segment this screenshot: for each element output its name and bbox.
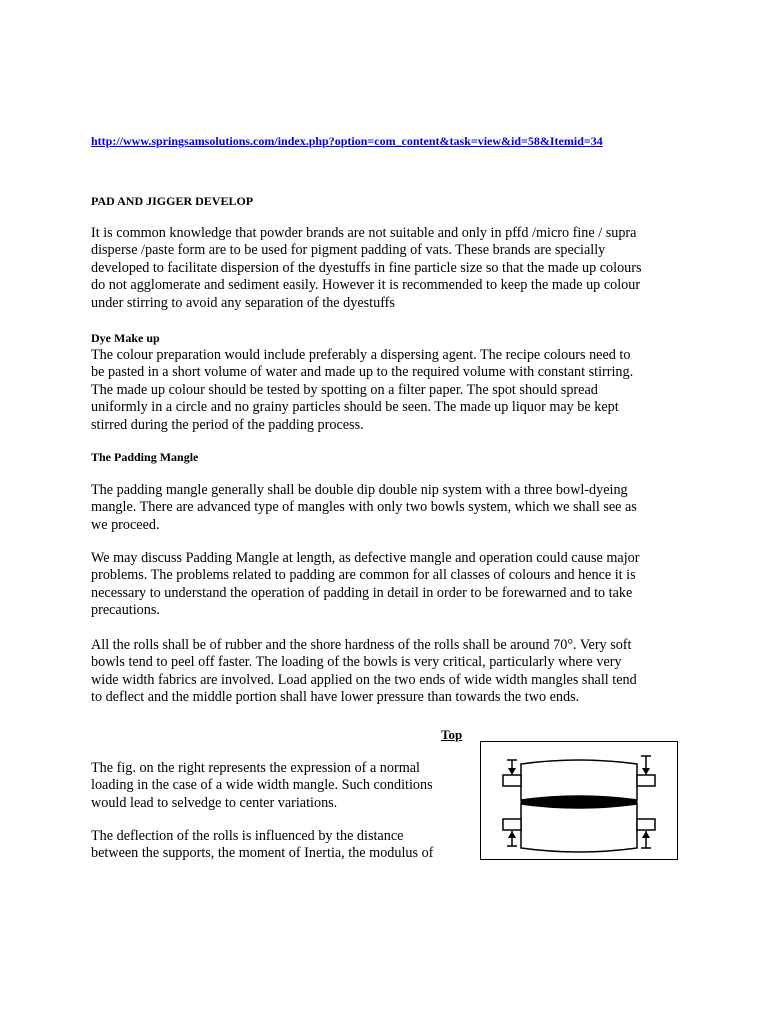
dye-make-up-paragraph — [91, 347, 686, 434]
deflection-paragraph — [91, 828, 471, 863]
text-line: developed to facilitate dispersion of the dyestuffs in fine particle size so that the made up colours — [91, 259, 642, 276]
text-line: All the rolls shall be of rubber and the shore hardness of the rolls shall be around 70°. Very soft — [91, 637, 632, 653]
intro-paragraph — [91, 225, 686, 312]
text-line: The colour preparation would include preferably a dispersing agent. The recipe colours need to — [91, 347, 631, 363]
text-line: disperse /paste form are to be used for pigment padding of vats. These brands are specially — [91, 242, 606, 259]
padding-mangle-heading: The Padding Mangle — [91, 450, 199, 464]
padding-mangle-paragraph-2 — [91, 550, 686, 620]
lower-right-journal — [637, 819, 655, 830]
text-line: The made up colour should be tested by spotting on a filter paper. The spot should spread — [91, 381, 598, 398]
down-arrow-icon — [641, 756, 651, 775]
lower-roll-shape — [521, 804, 637, 852]
text-line: do not agglomerate and sediment easily. However it is recommended to keep the made up colour — [91, 277, 641, 294]
text-line: The padding mangle generally shall be double dip double nip system with a three bowl-dyeing — [91, 482, 628, 498]
text-line: be pasted in a short volume of water and made up to the required volume with constant stirring. — [91, 364, 634, 381]
padding-mangle-paragraph-3 — [91, 637, 686, 707]
text-line: would lead to selvedge to center variations. — [91, 794, 338, 811]
down-arrow-icon — [507, 760, 517, 775]
mangle-rolls-diagram — [481, 742, 677, 859]
text-line: between the supports, the moment of Inertia, the modulus of — [91, 845, 434, 862]
text-line: bowls tend to peel off faster. The loading of the bowls is very critical, particularly where very — [91, 654, 622, 671]
up-arrow-icon — [641, 831, 651, 848]
upper-roll-shape — [521, 760, 637, 800]
dye-make-up-heading: Dye Make up — [91, 331, 160, 345]
text-line: we proceed. — [91, 516, 160, 533]
mangle-deflection-figure — [480, 741, 678, 860]
text-line: stirred during the period of the padding process. — [91, 416, 364, 433]
text-line: mangle. There are advanced type of mangles with only two bowls system, which we shall see as — [91, 499, 637, 516]
upper-left-journal — [503, 775, 521, 786]
text-line: uniformly in a circle and no grainy particles should be seen. The made up liquor may be kept — [91, 399, 619, 416]
lower-left-journal — [503, 819, 521, 830]
text-line: precautions. — [91, 602, 160, 619]
text-line: The fig. on the right represents the expression of a normal — [91, 760, 420, 776]
text-line: wide width fabrics are involved. Load applied on the two ends of wide width mangles shall tend — [91, 671, 637, 688]
top-link[interactable]: Top — [441, 727, 463, 742]
figure-description-paragraph — [91, 760, 471, 812]
text-line: problems. The problems related to padding are common for all classes of colours and hence it is — [91, 567, 636, 584]
padding-mangle-paragraph-1 — [91, 482, 686, 534]
page-title: PAD AND JIGGER DEVELOP — [91, 194, 254, 208]
text-line: We may discuss Padding Mangle at length, as defective mangle and operation could cause major — [91, 550, 640, 566]
up-arrow-icon — [507, 831, 517, 846]
text-line: The deflection of the rolls is influenced by the distance — [91, 828, 404, 844]
text-line: to deflect and the middle portion shall have lower pressure than towards the two ends. — [91, 689, 580, 706]
text-line: loading in the case of a wide width mangle. Such conditions — [91, 777, 433, 794]
text-line: necessary to understand the operation of padding in detail in order to be forewarned and to take — [91, 584, 633, 601]
upper-right-journal — [637, 775, 655, 786]
source-url-link[interactable]: http://www.springsamsolutions.com/index.php?option=com_content&task=view&id=58&Itemid=34 — [91, 134, 603, 148]
text-line: under stirring to avoid any separation of the dyestuffs — [91, 294, 395, 311]
text-line: It is common knowledge that powder brands are not suitable and only in pffd /micro fine / supra — [91, 225, 637, 241]
